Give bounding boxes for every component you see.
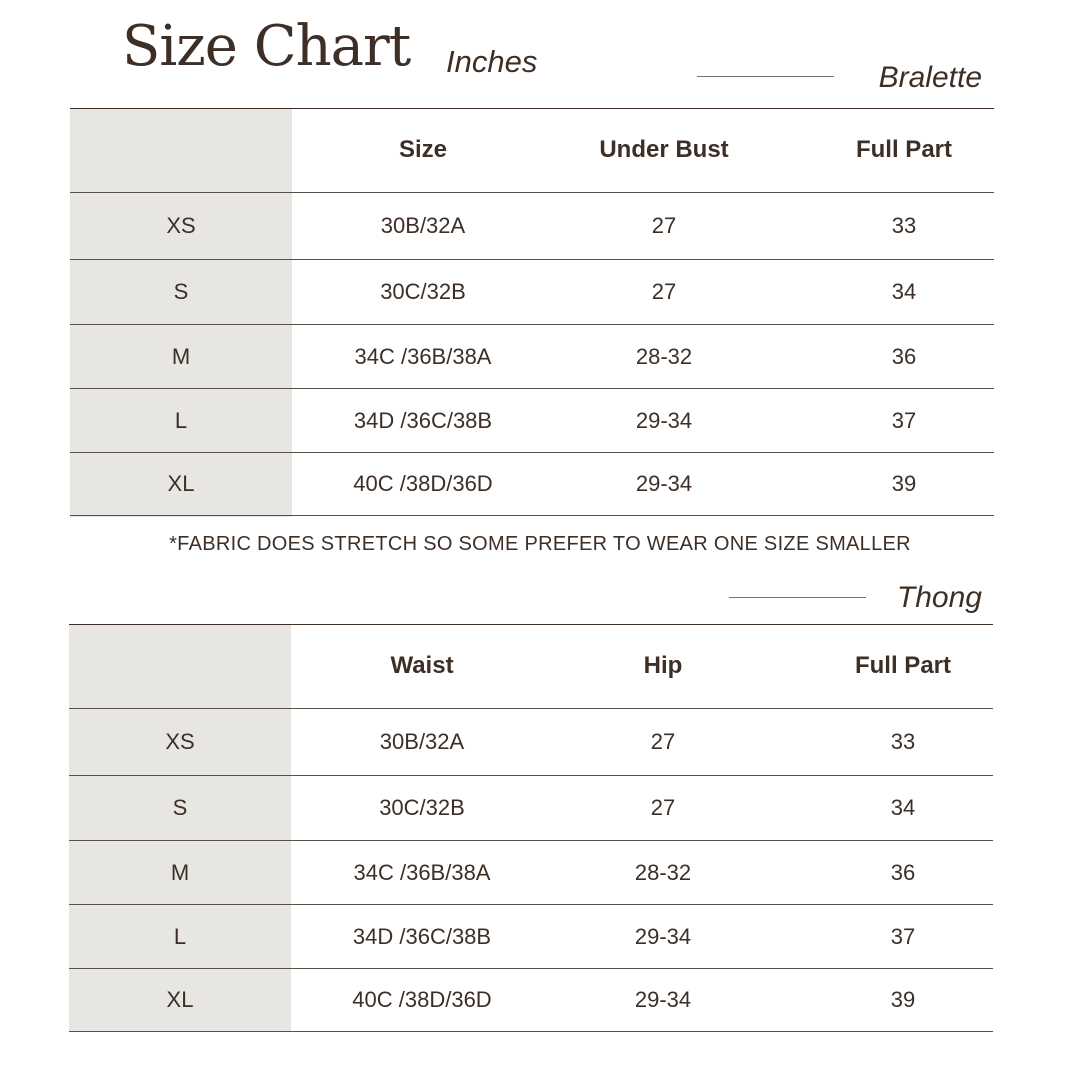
table-cell: 34C /36B/38A xyxy=(354,343,492,369)
size-label-cell: M xyxy=(171,343,191,369)
thong-size-table xyxy=(69,624,993,1032)
table-cell: 29-34 xyxy=(634,923,692,949)
table-cell: 34 xyxy=(890,795,916,820)
table-row xyxy=(70,260,994,325)
thong-divider xyxy=(729,597,866,598)
table-cell: 36 xyxy=(890,859,916,885)
table-cell: 34D /36C/38B xyxy=(352,923,492,949)
table-cell: 28-32 xyxy=(635,343,693,369)
size-label-cell: XL xyxy=(166,987,194,1012)
unit-label: Inches xyxy=(446,44,538,79)
table-row xyxy=(69,841,993,905)
table-cell: 30C/32B xyxy=(379,795,465,820)
size-label-cell: M xyxy=(170,859,190,885)
size-label-cell: L xyxy=(173,923,187,949)
table-row xyxy=(69,969,993,1032)
table-cell: 27 xyxy=(651,213,677,238)
size-label-cell: XS xyxy=(165,729,195,754)
table-cell: 29-34 xyxy=(634,987,692,1012)
table-cell: 39 xyxy=(891,471,917,496)
size-label-cell: S xyxy=(172,795,188,820)
table-cell: 30C/32B xyxy=(380,279,466,304)
table-row xyxy=(69,905,993,969)
table-row xyxy=(70,389,994,453)
bralette-size-table xyxy=(70,108,994,517)
table-cell: 27 xyxy=(650,795,676,820)
page-title: Size Chart xyxy=(122,14,411,79)
table-cell: 40C /38D/36D xyxy=(353,471,493,496)
column-header: Size xyxy=(398,136,448,163)
table-row xyxy=(70,325,994,389)
table-cell: 27 xyxy=(650,729,676,754)
table-cell: 36 xyxy=(891,343,917,369)
column-header: Full Part xyxy=(854,652,951,679)
table-cell: 40C /38D/36D xyxy=(352,987,492,1012)
thong-label: Thong xyxy=(896,581,982,614)
table-cell: 30B/32A xyxy=(380,213,466,238)
table-cell: 39 xyxy=(890,987,916,1012)
table-cell: 33 xyxy=(890,729,916,754)
column-header: Hip xyxy=(643,652,683,679)
table-cell: 37 xyxy=(890,923,916,949)
bralette-divider xyxy=(697,76,834,77)
table-cell: 29-34 xyxy=(635,471,693,496)
table-row xyxy=(69,709,993,776)
table-cell: 33 xyxy=(891,213,917,238)
column-header: Waist xyxy=(390,652,454,679)
table-row xyxy=(69,776,993,841)
column-header: Under Bust xyxy=(599,136,729,163)
column-header xyxy=(70,108,292,192)
table-cell: 28-32 xyxy=(634,859,692,885)
size-label-cell: S xyxy=(173,279,189,304)
table-cell: 27 xyxy=(651,279,677,304)
table-cell: 34 xyxy=(891,279,917,304)
fabric-stretch-note: *FABRIC DOES STRETCH SO SOME PREFER TO WEAR ONE SIZE SMALLER xyxy=(169,533,911,555)
bralette-label: Bralette xyxy=(878,61,982,94)
table-cell: 37 xyxy=(891,407,917,433)
size-label-cell: XL xyxy=(167,471,195,496)
table-cell: 30B/32A xyxy=(379,729,465,754)
column-header xyxy=(69,624,291,708)
column-header: Full Part xyxy=(855,136,952,163)
table-cell: 34D /36C/38B xyxy=(353,407,493,433)
size-label-cell: L xyxy=(174,407,188,433)
table-row xyxy=(70,453,994,516)
size-label-cell: XS xyxy=(166,213,196,238)
table-cell: 34C /36B/38A xyxy=(353,859,491,885)
table-header-row xyxy=(70,108,994,193)
table-row xyxy=(70,193,994,260)
table-cell: 29-34 xyxy=(635,407,693,433)
table-header-row xyxy=(69,624,993,709)
